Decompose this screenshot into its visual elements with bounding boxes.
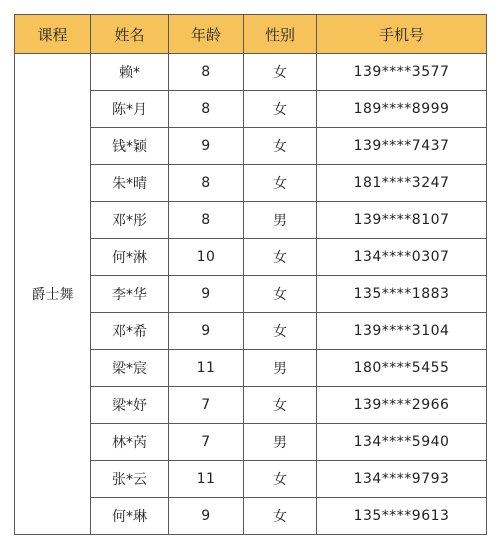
- age-cell: 8: [169, 165, 244, 202]
- phone-cell: 139****3577: [317, 54, 487, 91]
- header-gender: 性别: [244, 15, 317, 54]
- phone-cell: 189****8999: [317, 91, 487, 128]
- age-cell: 10: [169, 239, 244, 276]
- phone-cell: 181****3247: [317, 165, 487, 202]
- gender-cell: 女: [244, 54, 317, 91]
- phone-cell: 135****1883: [317, 276, 487, 313]
- age-cell: 7: [169, 424, 244, 461]
- name-cell: 梁*宸: [91, 350, 169, 387]
- gender-cell: 女: [244, 276, 317, 313]
- name-cell: 林*芮: [91, 424, 169, 461]
- phone-cell: 134****5940: [317, 424, 487, 461]
- age-cell: 8: [169, 54, 244, 91]
- header-age: 年龄: [169, 15, 244, 54]
- name-cell: 何*琳: [91, 498, 169, 535]
- age-cell: 11: [169, 350, 244, 387]
- phone-cell: 139****7437: [317, 128, 487, 165]
- gender-cell: 男: [244, 350, 317, 387]
- age-cell: 9: [169, 313, 244, 350]
- name-cell: 陈*月: [91, 91, 169, 128]
- phone-cell: 134****9793: [317, 461, 487, 498]
- course-cell: 爵士舞: [15, 54, 91, 535]
- age-cell: 8: [169, 91, 244, 128]
- phone-cell: 139****3104: [317, 313, 487, 350]
- age-cell: 9: [169, 128, 244, 165]
- gender-cell: 女: [244, 498, 317, 535]
- name-cell: 何*淋: [91, 239, 169, 276]
- table-header: [15, 15, 487, 54]
- phone-cell: 139****8107: [317, 202, 487, 239]
- age-cell: 9: [169, 276, 244, 313]
- age-cell: 7: [169, 387, 244, 424]
- age-cell: 8: [169, 202, 244, 239]
- name-cell: 梁*妤: [91, 387, 169, 424]
- phone-cell: 134****0307: [317, 239, 487, 276]
- phone-cell: 139****2966: [317, 387, 487, 424]
- header-row: [15, 15, 487, 54]
- gender-cell: 女: [244, 461, 317, 498]
- phone-cell: 135****9613: [317, 498, 487, 535]
- header-course: 课程: [15, 15, 91, 54]
- gender-cell: 女: [244, 387, 317, 424]
- age-cell: 11: [169, 461, 244, 498]
- name-cell: 钱*颖: [91, 128, 169, 165]
- name-cell: 邓*希: [91, 313, 169, 350]
- gender-cell: 女: [244, 128, 317, 165]
- name-cell: 张*云: [91, 461, 169, 498]
- gender-cell: 女: [244, 165, 317, 202]
- name-cell: 邓*彤: [91, 202, 169, 239]
- header-name: 姓名: [91, 15, 169, 54]
- name-cell: 李*华: [91, 276, 169, 313]
- header-phone: 手机号: [317, 15, 487, 54]
- phone-cell: 180****5455: [317, 350, 487, 387]
- name-cell: 赖*: [91, 54, 169, 91]
- student-roster-table: [14, 14, 487, 535]
- table-body: [15, 54, 487, 535]
- age-cell: 9: [169, 498, 244, 535]
- table-row: [15, 54, 487, 91]
- name-cell: 朱*晴: [91, 165, 169, 202]
- gender-cell: 女: [244, 91, 317, 128]
- gender-cell: 男: [244, 424, 317, 461]
- gender-cell: 女: [244, 313, 317, 350]
- gender-cell: 女: [244, 239, 317, 276]
- gender-cell: 男: [244, 202, 317, 239]
